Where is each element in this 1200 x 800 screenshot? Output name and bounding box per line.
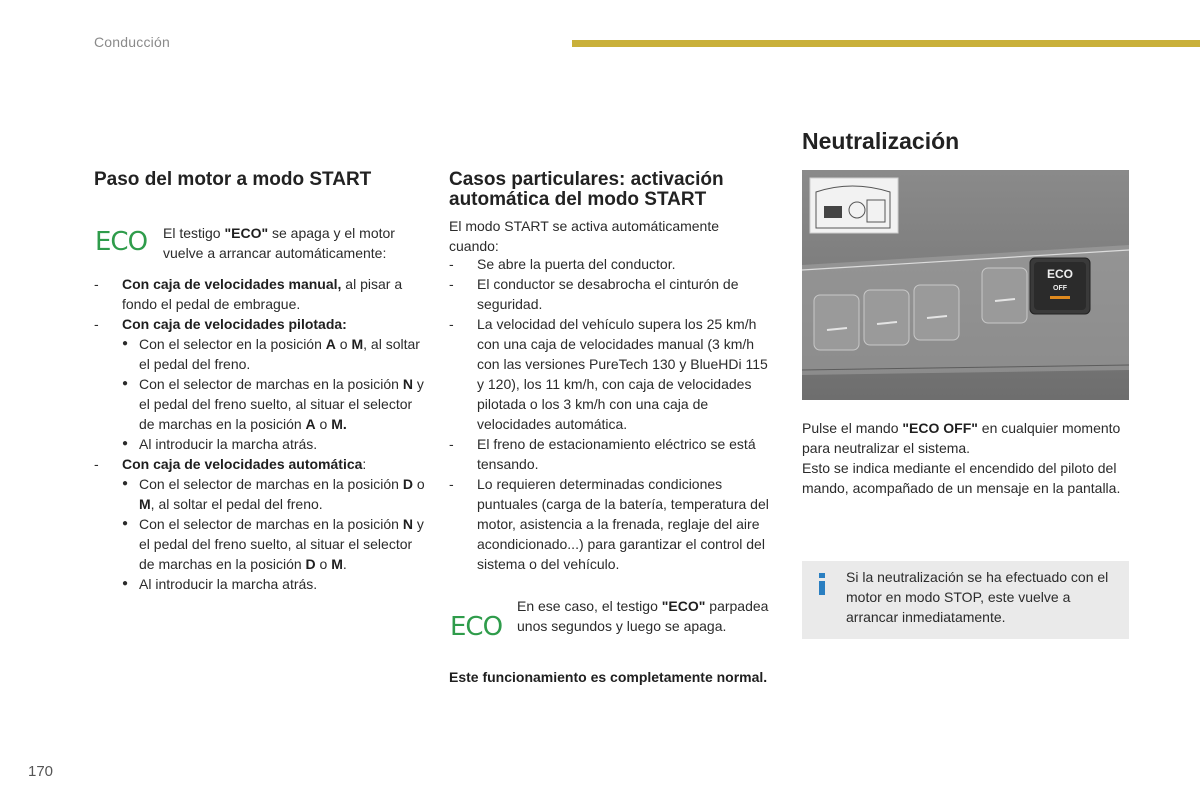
section-header: Conducción — [94, 34, 170, 50]
list-item: - Con caja de velocidades automática: ● Con el selector de marchas en la posición D o M, al soltar el pedal del freno. ● Con el selector de marchas en la posición N y el pedal del freno suelto, al situar el selector de marchas en la posición D o M. ● Al introducir la marcha atrás. — [94, 454, 426, 594]
eco-icon: ECO — [95, 227, 148, 257]
col1-list — [94, 274, 426, 594]
col2-intro: El modo START se activa automáticamente cuando: — [449, 218, 720, 254]
list-item: - Lo requieren determinadas condiciones puntuales (carga de la batería, temperatura del motor, asistencia a la frenada, reglaje del aire acondicionado...) para garantizar el control del sistema o del vehículo. — [449, 474, 777, 574]
list-item: - Con caja de velocidades pilotada: ● Con el selector en la posición A o M, al soltar el pedal del freno. ● Con el selector de marchas en la posición N y el pedal del freno suelto, al situar el selector de marchas en la posición A o M. ● Al introducir la marcha atrás. — [94, 314, 426, 454]
info-icon — [816, 572, 828, 596]
col2-note: Este funcionamiento es completamente normal. — [449, 669, 768, 685]
eco-off-panel-illustration — [802, 170, 1129, 400]
dashboard-drawing — [802, 170, 1129, 400]
page-number: 170 — [28, 763, 54, 780]
col1-title: Paso del motor a modo START — [94, 169, 372, 190]
eco-off-button-sublabel: OFF — [1053, 285, 1067, 292]
col1-eco-text: El testigo "ECO" se apaga y el motor vuelve a arrancar automáticamente: — [163, 225, 395, 261]
list-item: - Se abre la puerta del conductor. — [449, 254, 777, 274]
col3-para2: Esto se indica mediante el encendido del piloto del mando, acompañado de un mensaje en la pantalla. — [802, 460, 1121, 496]
list-item: ● Con el selector de marchas en la posición D o M, al soltar el pedal del freno. — [122, 474, 426, 514]
list-item: ● Al introducir la marcha atrás. — [122, 434, 426, 454]
list-item: - El conductor se desabrocha el cinturón de seguridad. — [449, 274, 777, 314]
list-item: ● Con el selector en la posición A o M, al soltar el pedal del freno. — [122, 334, 426, 374]
list-item: - La velocidad del vehículo supera los 25 km/h con una caja de velocidades manual (3 km/h con las versiones PureTech 130 y BlueHDi 115 y 120), los 11 km/h, con caja de velocidades pilotada o los 3 km/h con una caja de velocidades automática. — [449, 314, 777, 434]
col2-title: Casos particulares: activación automática del modo START — [449, 169, 724, 210]
col2-list — [449, 254, 777, 574]
col3-title: Neutralización — [802, 128, 960, 154]
col3-para: Pulse el mando "ECO OFF" en cualquier momento para neutralizar el sistema. — [802, 420, 1121, 456]
eco-icon: ECO — [450, 612, 503, 642]
list-item: ● Al introducir la marcha atrás. — [122, 574, 426, 594]
list-item: ● Con el selector de marchas en la posición N y el pedal del freno suelto, al situar el selector de marchas en la posición A o M. — [122, 374, 426, 434]
list-item: ● Con el selector de marchas en la posición N y el pedal del freno suelto, al situar el selector de marchas en la posición D o M. — [122, 514, 426, 574]
list-item: - Con caja de velocidades manual, al pisar a fondo el pedal de embrague. — [94, 274, 426, 314]
info-text: Si la neutralización se ha efectuado con el motor en modo STOP, este vuelve a arrancar inmediatamente. — [846, 569, 1109, 625]
header-accent-bar — [572, 40, 1200, 47]
col2-eco-text: En ese caso, el testigo "ECO" parpadea unos segundos y luego se apaga. — [517, 598, 769, 634]
list-item: - El freno de estacionamiento eléctrico se está tensando. — [449, 434, 777, 474]
eco-off-button-label: ECO — [1046, 267, 1074, 281]
